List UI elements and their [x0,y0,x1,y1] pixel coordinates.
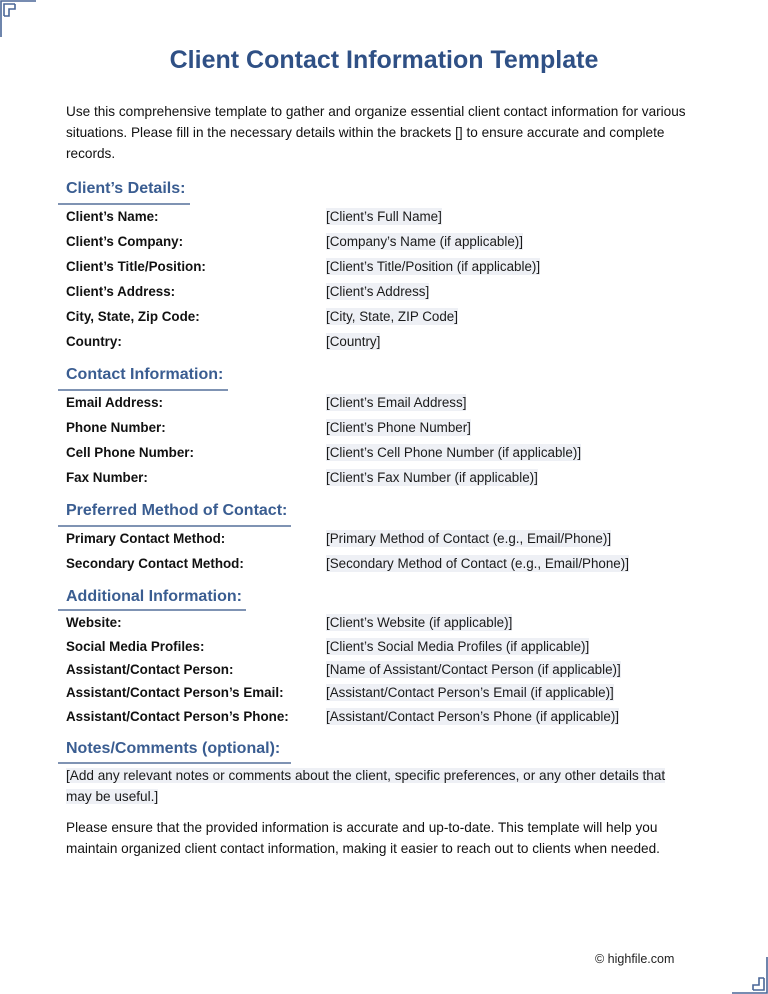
field-placeholder[interactable]: [Country] [326,334,381,349]
section-divider [58,525,291,527]
field-placeholder[interactable]: [Assistant/Contact Person’s Email (if applicable)] [326,685,614,700]
field-label: Client’s Title/Position: [66,259,206,274]
section-divider [58,762,291,764]
field-label: Fax Number: [66,470,148,485]
field-label: Cell Phone Number: [66,445,194,460]
field-label: Social Media Profiles: [66,639,205,654]
field-label: Country: [66,334,122,349]
section-heading-contact-information: Contact Information: [66,366,224,383]
section-divider [58,609,246,611]
field-label: Assistant/Contact Person’s Phone: [66,709,289,724]
section-divider [58,203,190,205]
form-row-phone [66,420,706,440]
field-label: Assistant/Contact Person: [66,662,234,677]
footer-copyright: © highfile.com [595,952,675,966]
intro-paragraph: Use this comprehensive template to gather and organize essential client contact information for various situations. Please fill in the necessary details within the brackets [] to ensure accurate and complete records. [66,104,686,161]
field-placeholder[interactable]: [Client’s Full Name] [326,209,442,224]
form-row-social-media [66,639,706,659]
form-row-client-title [66,259,706,279]
form-row-client-name [66,209,706,229]
field-placeholder[interactable]: [Secondary Method of Contact (e.g., Email/Phone)] [326,556,629,571]
notes-placeholder[interactable] [66,765,686,807]
form-row-client-address [66,284,706,304]
form-row-client-company [66,234,706,254]
form-row-country [66,334,706,354]
section-heading-preferred-method: Preferred Method of Contact: [66,502,288,519]
form-row-city-state-zip [66,309,706,329]
field-label: Primary Contact Method: [66,531,226,546]
field-label: City, State, Zip Code: [66,309,200,324]
field-placeholder[interactable]: [Company’s Name (if applicable)] [326,234,523,249]
section-divider [58,389,228,391]
form-row-assistant-person [66,662,706,682]
notes-placeholder-text: [Add any relevant notes or comments about the client, specific preferences, or any other details that may be useful.] [66,768,666,804]
section-heading-client-details: Client’s Details: [66,180,186,197]
field-label: Phone Number: [66,420,166,435]
form-row-website [66,615,706,635]
field-label: Assistant/Contact Person’s Email: [66,685,284,700]
field-label: Client’s Address: [66,284,176,299]
corner-ornament-top-left-icon [0,0,40,40]
field-label: Website: [66,615,122,630]
field-placeholder[interactable]: [Client’s Title/Position (if applicable)] [326,259,541,274]
field-label: Client’s Company: [66,234,184,249]
section-heading-notes: Notes/Comments (optional): [66,740,281,757]
field-placeholder[interactable]: [Client’s Website (if applicable)] [326,615,513,630]
form-row-assistant-phone [66,709,706,729]
field-label: Email Address: [66,395,163,410]
form-row-primary-method [66,531,706,551]
form-row-email [66,395,706,415]
field-placeholder[interactable]: [Client’s Address] [326,284,430,299]
field-label: Secondary Contact Method: [66,556,244,571]
form-row-fax [66,470,706,490]
field-placeholder[interactable]: [Client’s Cell Phone Number (if applicable)] [326,445,582,460]
field-label: Client’s Name: [66,209,159,224]
corner-ornament-bottom-right-icon [728,954,768,994]
field-placeholder[interactable]: [Client’s Email Address] [326,395,467,410]
field-placeholder[interactable]: [City, State, ZIP Code] [326,309,458,324]
form-row-secondary-method [66,556,706,576]
closing-paragraph: Please ensure that the provided information is accurate and up-to-date. This template will help you maintain organized client contact information, making it easier to reach out to clients when needed. [66,820,660,856]
field-placeholder[interactable]: [Assistant/Contact Person’s Phone (if applicable)] [326,709,620,724]
field-placeholder[interactable]: [Client’s Phone Number] [326,420,471,435]
field-placeholder[interactable]: [Name of Assistant/Contact Person (if applicable)] [326,662,621,677]
field-placeholder[interactable]: [Client’s Fax Number (if applicable)] [326,470,538,485]
form-row-assistant-email [66,685,706,705]
section-heading-additional-information: Additional Information: [66,588,242,605]
field-placeholder[interactable]: [Primary Method of Contact (e.g., Email/Phone)] [326,531,612,546]
field-placeholder[interactable]: [Client’s Social Media Profiles (if applicable)] [326,639,590,654]
page-title: Client Contact Information Template [169,46,599,74]
form-row-cell-phone [66,445,706,465]
